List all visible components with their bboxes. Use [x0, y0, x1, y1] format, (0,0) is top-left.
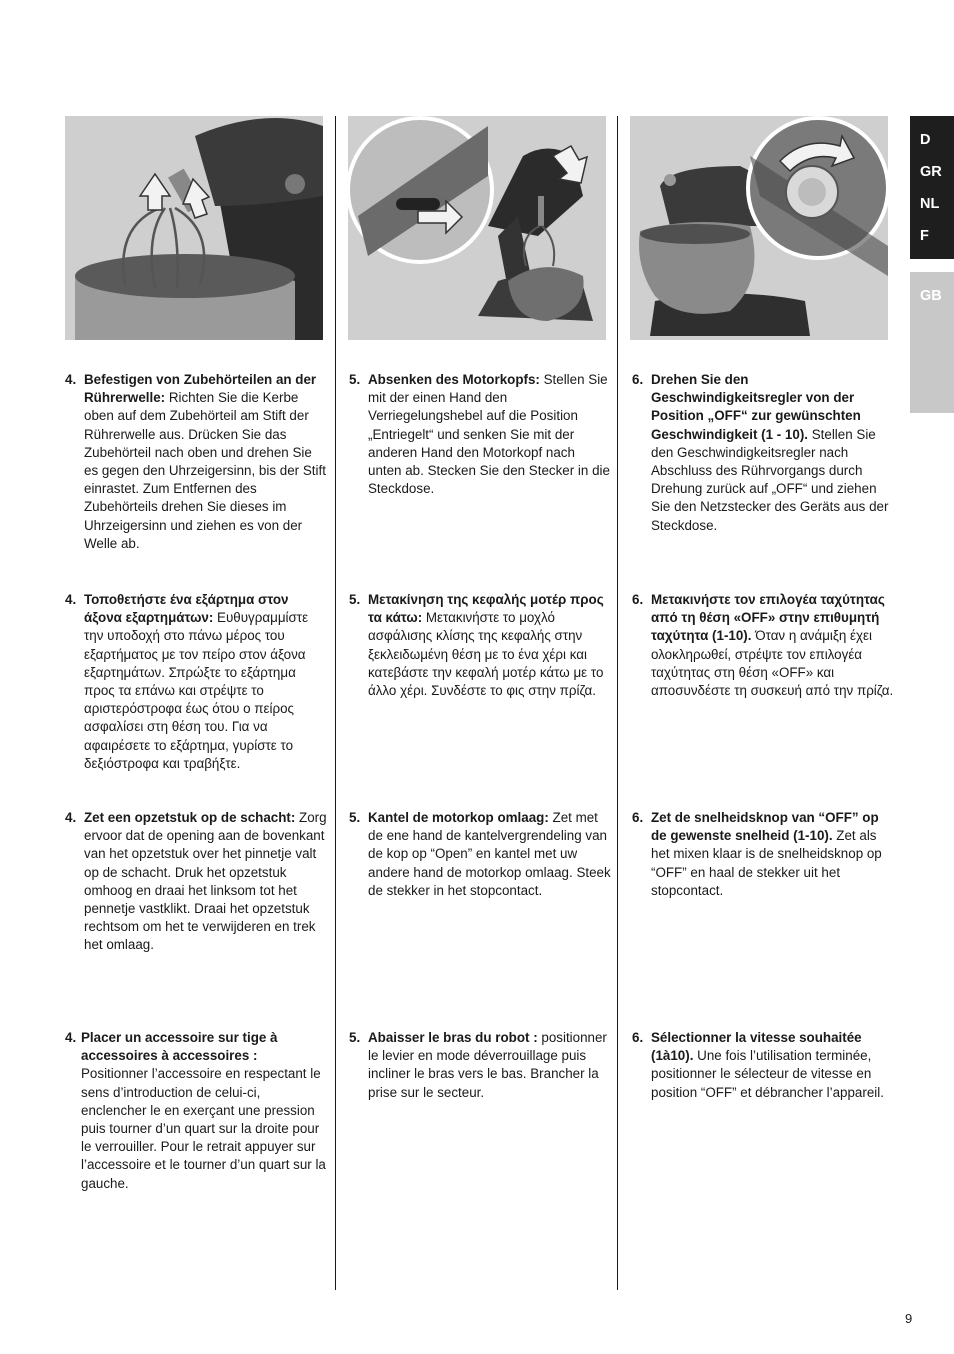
instruction-block: 4. Placer un accessoire sur tige à accessoires à accessoires : Positionner l’accessoire en respectant le sens d’introduction de celui-ci, enclencher le en exerçant une pression puis tourner d’un quart sur la droite pour le verrouiller. Pour le retrait appuyer sur l’accessoire et le tourner d’un quart sur la gauche. — [65, 1030, 326, 1191]
language-tab-gr[interactable]: GR — [920, 164, 942, 180]
instruction-block: 6. Sélectionner la vitesse souhaitée (1à10). Une fois l’utilisation terminée, positionner le sélecteur de vitesse en position “OFF” et débrancher l’appareil. — [632, 1030, 884, 1100]
language-tab-group-secondary — [910, 272, 954, 413]
language-tab-d[interactable]: D — [920, 132, 931, 148]
instruction-block: 5. Kantel de motorkop omlaag: Zet met de ene hand de kantelvergrendeling van de kop op “Open” en kantel met uw andere hand de motorkop omlaag. Steek de stekker in het stopcontact. — [349, 810, 611, 898]
instruction-block: 4. Zet een opzetstuk op de schacht: Zorg ervoor dat de opening aan de bovenkant van het opzetstuk over het pinnetje valt op de schacht. Druk het opzetstuk omhoog en draai het linksom tot het pennetje vastklikt. Draai het opzetstuk rechtsom om het te verwijderen en trek het omlaag. — [65, 810, 327, 953]
instruction-block: 4. Τοποθετήστε ένα εξάρτημα στον άξονα εξαρτημάτων: Ευθυγραμμίστε την υποδοχή στο πάνω μέρος του εξαρτήματος με τον πείρο στον άξονα εξαρτημάτων. Σπρώξτε το εξάρτημα προς τα επάνω και στρέψτε το αριστερόστροφα έως ότου ο πείρος ασφαλίσει στη θέση του. Για να αφαιρέσετε το εξάρτημα, γυρίστε το δεξιόστροφα και τραβήξτε. — [65, 592, 309, 771]
speed-dial-illustration — [630, 116, 888, 340]
instruction-block: 5. Abaisser le bras du robot : positionner le levier en mode déverrouillage puis incliner le bras vers le bas. Brancher la prise sur le secteur. — [349, 1030, 607, 1100]
language-tab-nl[interactable]: NL — [920, 196, 940, 212]
column-divider-2 — [617, 116, 618, 1290]
page-number: 9 — [905, 1311, 913, 1326]
column-divider-1 — [335, 116, 336, 1290]
language-tab-group-primary — [910, 116, 954, 259]
lower-motor-head-illustration — [348, 116, 606, 340]
instruction-block: 6. Μετακινήστε τον επιλογέα ταχύτητας από τη θέση «OFF» στην επιθυμητή ταχύτητα (1-10). Όταν η ανάμιξη έχει ολοκληρωθεί, στρέψτε τον επιλογέα ταχύτητας στη θέση «OFF» και αποσυνδέστε τη συσκευή από την πρίζα. — [632, 592, 894, 699]
instruction-block: 6. Zet de snelheidsknop van “OFF” op de gewenste snelheid (1-10). Zet als het mixen klaar is de snelheidsknop op “OFF” en haal de stekker uit het stopcontact. — [632, 810, 882, 898]
instruction-block: 5. Μετακίνηση της κεφαλής μοτέρ προς τα κάτω: Μετακινήστε το μοχλό ασφάλισης κλίσης της κεφαλής στην ξεκλειδωμένη θέση με το ένα χέρι και κατεβάστε την κεφαλή μοτέρ κάτω με το άλλο χέρι. Συνδέστε το φις στην πρίζα. — [349, 592, 604, 699]
language-tab-gb[interactable]: GB — [920, 288, 942, 304]
language-tab-f[interactable]: F — [920, 228, 929, 244]
instruction-block: 6. Drehen Sie den Geschwindigkeitsregler von der Position „OFF“ zur gewünschten Geschwindigkeit (1 - 10). Stellen Sie den Geschwindigkeitsregler nach Abschluss des Rührvorgangs durch Drehung zurück auf „OFF“ und ziehen Sie den Netzstecker des Geräts aus der Steckdose. — [632, 372, 889, 533]
instruction-block: 5. Absenken des Motorkopfs: Stellen Sie mit der einen Hand den Verriegelungshebel auf die Position „Entriegelt“ und senken Sie mit der anderen Hand den Motorkopf nach unten ab. Stecken Sie den Stecker in die Steckdose. — [349, 372, 610, 497]
attach-accessory-illustration — [65, 116, 323, 340]
instruction-block: 4. Befestigen von Zubehörteilen an der Rührerwelle: Richten Sie die Kerbe oben auf dem Zubehörteil am Stift der Rührerwelle aus. Drücken Sie das Zubehörteil nach oben und drehen Sie es gegen den Uhrzeigersinn, bis der Stift einrastet. Zum Entfernen des Zubehörteils drehen Sie dieses im Uhrzeigersinn und ziehen es von der Welle ab. — [65, 372, 326, 551]
